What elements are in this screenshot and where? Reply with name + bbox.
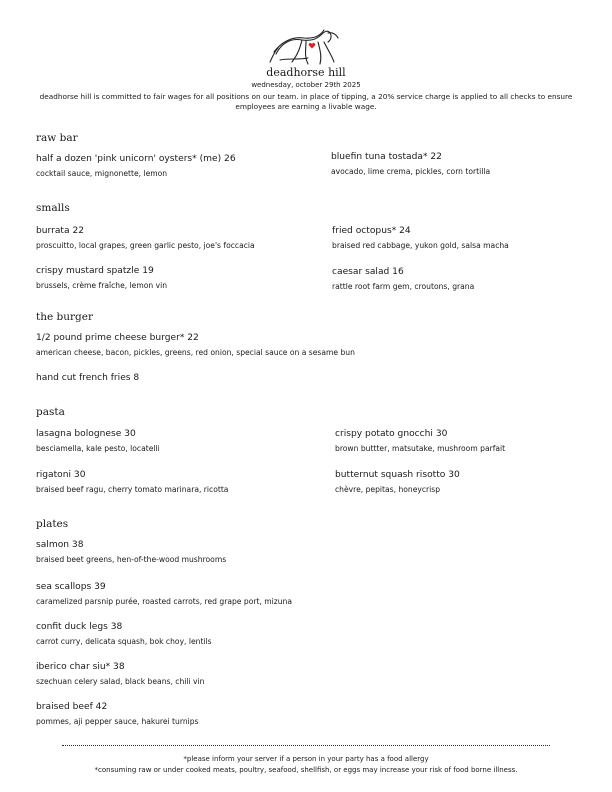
item-description: braised red cabbage, yukon gold, salsa macha (332, 241, 509, 250)
item-description: caramelized parsnip purée, roasted carrots, red grape port, mizuna (36, 597, 293, 606)
menu-item (36, 429, 160, 453)
item-name: rigatoni 30 (36, 470, 86, 480)
item-description: besciamella, kale pesto, locatelli (36, 444, 160, 453)
menu-item (36, 622, 212, 646)
item-description: brown buttter, matsutake, mushroom parfait (335, 444, 506, 453)
item-description: chèvre, pepitas, honeycrisp (335, 485, 441, 494)
item-name: butternut squash risotto 30 (335, 470, 460, 480)
heart-icon (309, 43, 315, 48)
item-name: burrata 22 (36, 226, 85, 236)
section-title-raw-bar: raw bar (36, 132, 78, 144)
menu-item (36, 540, 226, 564)
menu-item (335, 470, 460, 494)
menu-item (36, 266, 167, 290)
menu-item (36, 333, 355, 357)
menu-item (36, 702, 199, 726)
item-name: lasagna bolognese 30 (36, 429, 136, 439)
menu-item (36, 470, 228, 494)
item-name: confit duck legs 38 (36, 622, 123, 632)
item-name: crispy potato gnocchi 30 (335, 429, 448, 439)
item-name: hand cut french fries 8 (36, 373, 140, 383)
item-name: iberico char siu* 38 (36, 662, 125, 672)
brand-name: deadhorse hill (266, 66, 346, 79)
allergy-notice: *please inform your server if a person in your party has a food allergy (183, 755, 429, 763)
item-name: crispy mustard spatzle 19 (36, 266, 154, 276)
item-description: cocktail sauce, mignonette, lemon (36, 169, 168, 178)
menu-item (331, 152, 490, 176)
item-name: sea scallops 39 (36, 582, 106, 592)
menu-date: wednesday, october 29th 2025 (251, 81, 361, 89)
item-description: avocado, lime crema, pickles, corn tortilla (331, 167, 491, 176)
consumption-warning: *consuming raw or under cooked meats, poultry, seafood, shellfish, or eggs may increase your risk of food borne illness. (94, 766, 518, 774)
fair-wage-statement: deadhorse hill is committed to fair wages for all positions on our team. in place of tipping, a 20% service charge is applied to all checks to ensure employees are earning a livable wage. (39, 92, 573, 111)
item-description: american cheese, bacon, pickles, greens, red onion, special sauce on a sesame bun (36, 348, 355, 357)
item-description: braised beef ragu, cherry tomato marinara, ricotta (36, 485, 229, 494)
item-name: braised beef 42 (36, 702, 108, 712)
item-name: caesar salad 16 (332, 267, 404, 277)
item-name: salmon 38 (36, 540, 84, 550)
menu-item (36, 582, 292, 606)
item-description: pommes, aji pepper sauce, hakurei turnips (36, 717, 199, 726)
section-title-plates: plates (36, 518, 69, 530)
menu-item (332, 267, 474, 291)
horse-logo-icon (268, 24, 344, 68)
section-title-burger: the burger (36, 311, 93, 323)
item-name: fried octopus* 24 (332, 226, 411, 236)
item-name: half a dozen 'pink unicorn' oysters* (me) 26 (36, 154, 236, 164)
item-name: 1/2 pound prime cheese burger* 22 (36, 333, 199, 343)
menu-item (36, 662, 204, 686)
menu-item (36, 226, 255, 250)
section-title-pasta: pasta (36, 406, 65, 418)
footer-divider (62, 745, 550, 746)
menu-item (335, 429, 505, 453)
item-name: bluefin tuna tostada* 22 (331, 152, 442, 162)
menu-item (332, 226, 509, 250)
section-title-smalls: smalls (36, 202, 70, 214)
item-description: brussels, crème fraîche, lemon vin (36, 281, 168, 290)
menu-item (36, 373, 139, 383)
menu-item (36, 154, 236, 178)
item-description: carrot curry, delicata squash, bok choy, lentils (36, 637, 212, 646)
item-description: braised beet greens, hen-of-the-wood mushrooms (36, 555, 227, 564)
item-description: rattle root farm gem, croutons, grana (332, 282, 475, 291)
item-description: proscuitto, local grapes, green garlic pesto, joe's foccacia (36, 241, 255, 250)
item-description: szechuan celery salad, black beans, chili vin (36, 677, 205, 686)
